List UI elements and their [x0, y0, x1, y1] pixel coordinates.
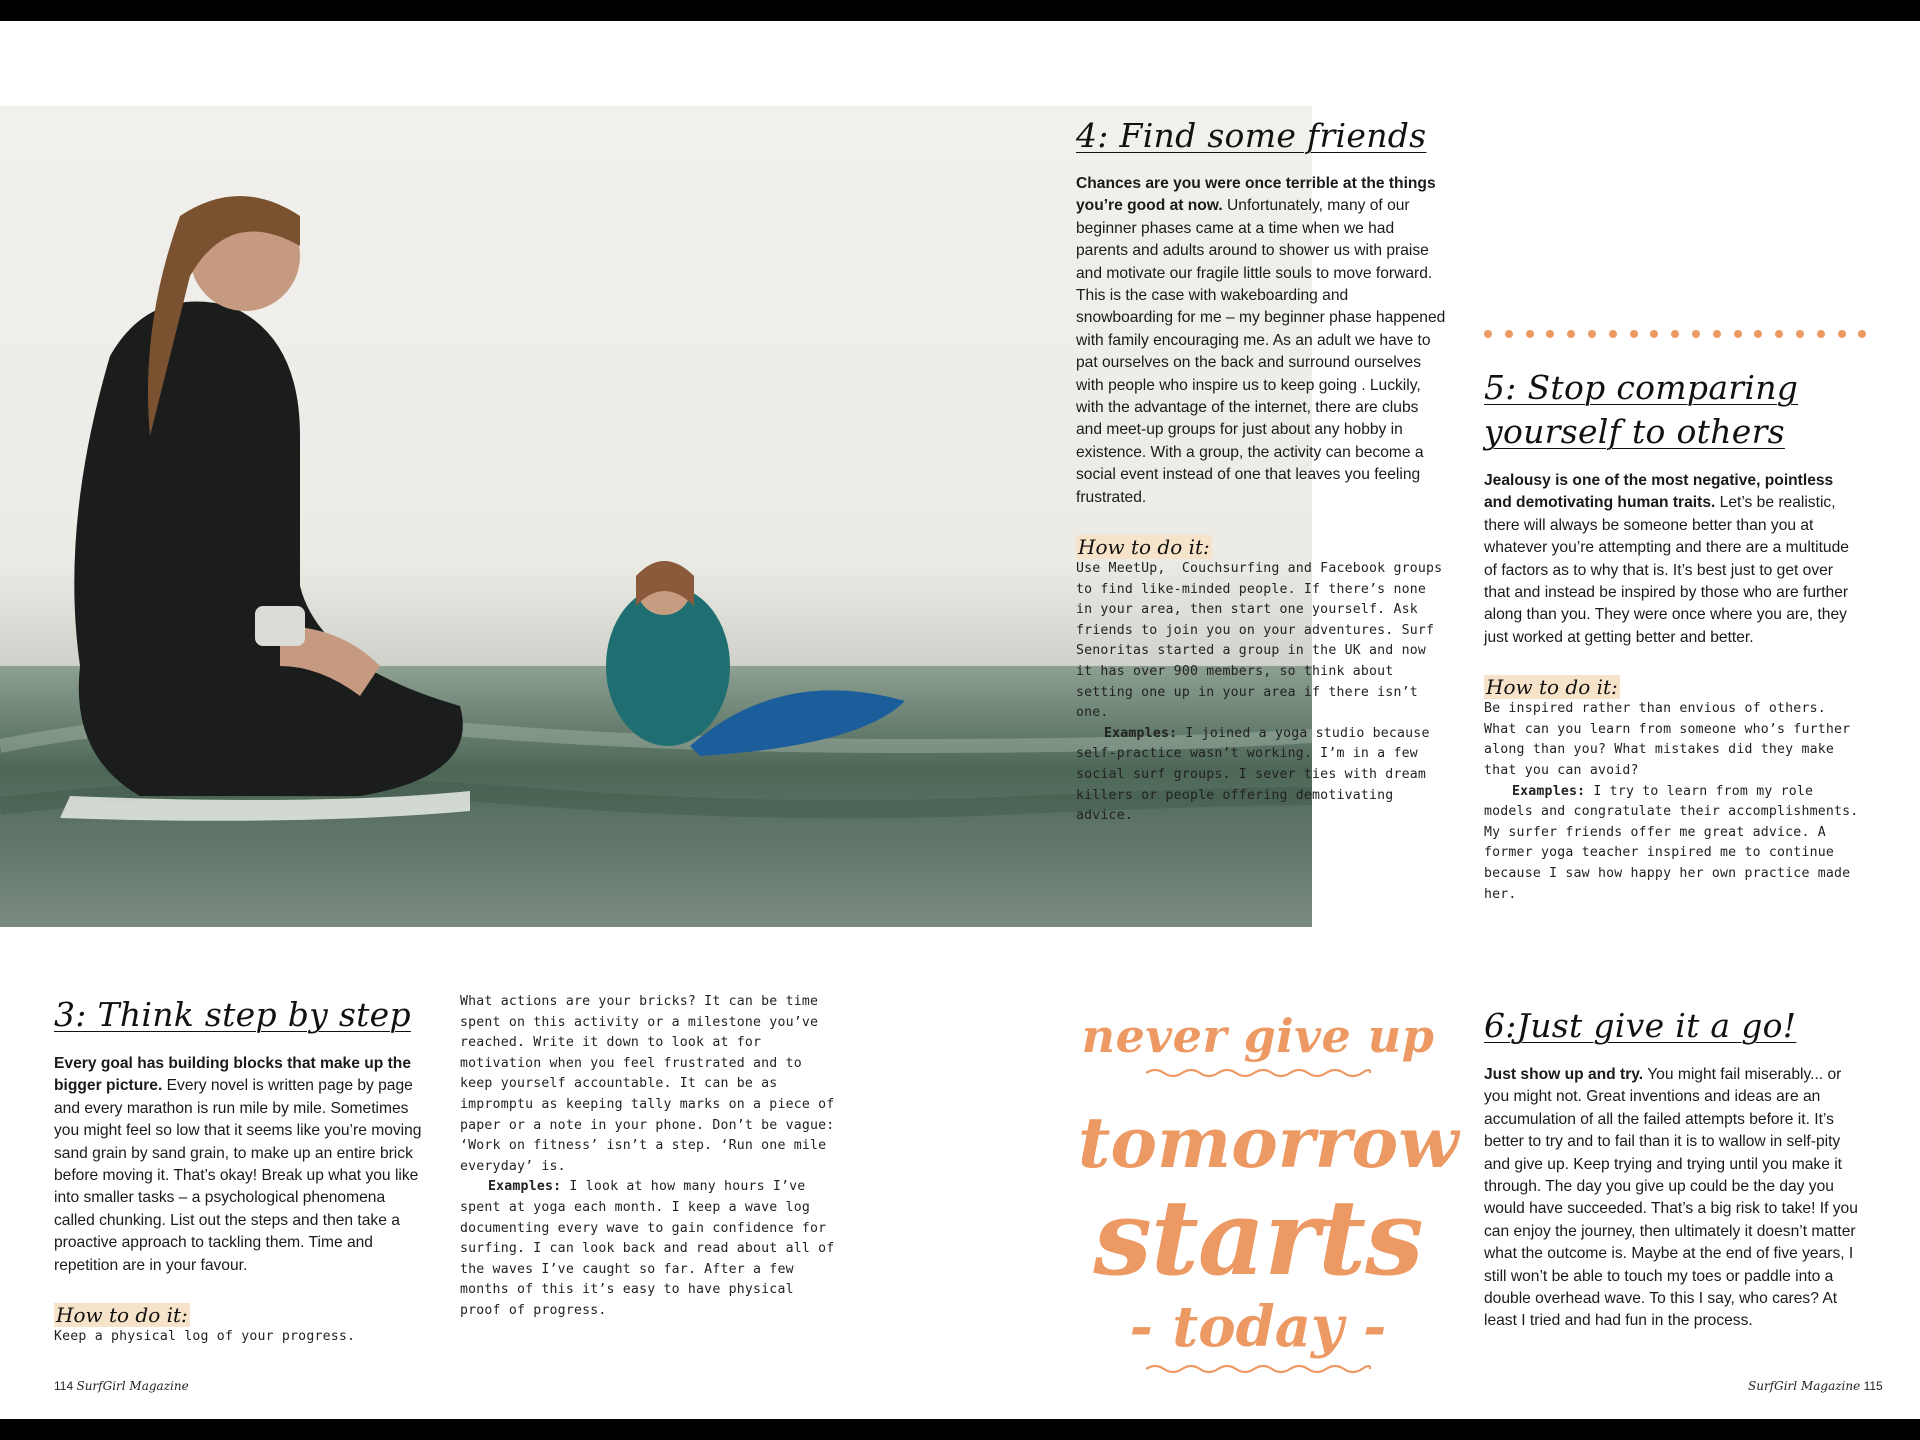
divider-dot [1858, 330, 1866, 338]
section-5-heading-line2: yourself to others [1484, 412, 1785, 451]
quote-line-3: starts [1093, 1176, 1423, 1299]
section-3-col2-text [460, 992, 843, 1322]
section-5-examples-label: Examples: [1512, 783, 1586, 799]
section-3 [54, 993, 429, 1348]
section-4-text: Unfortunately, many of our beginner phases came at a time when we had parents and adults around to shower us with praise and motivate our fragile little souls to move forward. This is the case with wakeboarding and snowboarding for me – my beginner phase happened with family encouraging me. As an adult we have to pat ourselves on the back and surround ourselves with people who inspire us to keep going . Luckily, with the advantage of the internet, there are clubs and meet-up groups for just about any hobby in existence. With a group, the activity can become a social event instead of one that leaves you feeling frustrated. [1076, 197, 1446, 506]
section-6-heading: 6:Just give it a go! [1484, 1006, 1797, 1045]
divider-dot [1526, 330, 1534, 338]
section-4-howto-body: Use MeetUp, Couchsurfing and Facebook groups to find like-minded people. If there’s none in your area, then start one yourself. Ask friends to join you on your adventures. Surf Senoritas started a group in the UK and now it has over 900 members, so think about setting one up in your area if there isn’t one. [1076, 561, 1451, 721]
quote-line-1: never give up [1081, 1009, 1435, 1063]
section-5-examples-text: I try to learn from my role models and congratulate their accomplishments. My surfer friends offer me great advice. A former yoga teacher inspired me to continue because I saw how happy her own practice made her. [1484, 783, 1867, 902]
section-5-howto-body: Be inspired rather than envious of others. What can you learn from someone who’s further along than you? What mistakes did they make that you can avoid? [1484, 701, 1859, 779]
page-number-left: 114 [54, 1379, 74, 1393]
section-6-body [1484, 1064, 1864, 1333]
section-6-lead: Just show up and try. [1484, 1066, 1644, 1083]
page-number-right: 115 [1863, 1379, 1883, 1393]
divider-dot [1838, 330, 1846, 338]
section-3-body [54, 1053, 429, 1277]
section-3-heading: 3: Think step by step [54, 995, 411, 1034]
section-3-howto-label: How to do it: [56, 1303, 188, 1328]
section-6 [1484, 1004, 1864, 1333]
divider-dot [1609, 330, 1617, 338]
section-4-examples-label: Examples: [1104, 725, 1178, 741]
section-5-examples [1484, 782, 1867, 906]
section-5-text: Let’s be realistic, there will always be someone better than you at whatever you’re attempting and there are a multitude of factors as to why that is. It’s best just to get over that and instead be inspired by those who are further along than you. They were once where you are, they just worked at getting better and better. [1484, 494, 1849, 646]
divider-dot [1754, 330, 1762, 338]
divider-dot [1588, 330, 1596, 338]
section-5-howto-label: How to do it: [1486, 675, 1618, 700]
folio-right [1748, 1379, 1883, 1393]
section-4-howto-text [1076, 559, 1451, 827]
section-4-howto-label: How to do it: [1078, 535, 1210, 560]
divider-dot [1817, 330, 1825, 338]
section-3-examples-text: I look at how many hours I’ve spent at yoga each month. I keep a wave log documenting every wave to gain confidence for surfing. I can look back and read about all of the waves I’ve caught so far. After a few months of this it’s easy to have physical proof of progress. [460, 1179, 843, 1318]
divider-dot [1630, 330, 1638, 338]
section-5 [1484, 366, 1867, 905]
section-4 [1076, 114, 1451, 827]
pull-quote [1078, 1006, 1459, 1376]
divider-dot [1484, 330, 1492, 338]
divider-dot [1713, 330, 1721, 338]
section-3-column-2 [460, 992, 843, 1322]
section-3-examples-label: Examples: [488, 1179, 562, 1195]
section-5-heading-line1: 5: Stop comparing [1484, 368, 1799, 407]
folio-left [54, 1379, 189, 1393]
wave-ornament-bottom [1144, 1362, 1372, 1376]
section-3-examples [460, 1177, 843, 1321]
divider-dot [1650, 330, 1658, 338]
divider-dot [1775, 330, 1783, 338]
divider-dot [1567, 330, 1575, 338]
section-4-examples [1076, 724, 1446, 827]
section-4-lead: Chances are you were once terrible at the things you’re good at now. [1076, 175, 1436, 215]
wave-ornament-top [1144, 1066, 1372, 1080]
magazine-name-right: SurfGirl Magazine [1748, 1379, 1861, 1393]
section-4-examples-text: I joined a yoga studio because self-practice wasn’t working. I’m in a few social surf groups. I sever ties with dream killers or people offering demotivating advice. [1076, 725, 1438, 824]
divider-dot [1546, 330, 1554, 338]
quote-line-2: tomorrow [1078, 1101, 1459, 1184]
section-4-heading: 4: Find some friends [1076, 116, 1427, 155]
divider-dot [1692, 330, 1700, 338]
section-3-text: Every novel is written page by page and every marathon is run mile by mile. Sometimes you might feel so low that it seems like you’re moving sand grain by sand grain, to make up an entire brick before moving it. That’s okay! Break up what you like into smaller tasks – a psychological phenomena called chunking. List out the steps and then take a proactive approach to tackling them. Time and repetition are in your favour. [54, 1077, 422, 1274]
top-black-bar [0, 0, 1920, 21]
section-3-howto-text: Keep a physical log of your progress. [54, 1329, 356, 1345]
section-5-body [1484, 470, 1860, 649]
section-5-howto-text [1484, 699, 1867, 905]
section-5-lead: Jealousy is one of the most negative, pointless and demotivating human traits. [1484, 472, 1834, 512]
quote-line-4: - today - [1129, 1294, 1387, 1360]
dotted-divider [1484, 326, 1879, 342]
section-6-text: You might fail miserably... or you might not. Great inventions and ideas are an accumulation of all the failed attempts before it. It’s better to try and to fail than it is to wallow in self-pity and give up. Keep trying and trying until you make it through. The day you give up could be the day you would have succeeded. That’s a big risk to take! If you can enjoy the journey, then ultimately it doesn’t matter what the outcome is. Maybe at the end of five years, I still won’t be able to touch my toes or paddle into a double overhead wave. To this I say, who cares? At least I tried and had fun in the process. [1484, 1066, 1858, 1330]
section-3-lead: Every goal has building blocks that make up the bigger picture. [54, 1055, 412, 1095]
bottom-black-bar [0, 1419, 1920, 1440]
divider-dot [1796, 330, 1804, 338]
section-4-body [1076, 173, 1446, 509]
divider-dot [1734, 330, 1742, 338]
section-3-col2-body: What actions are your bricks? It can be time spent on this activity or a milestone you’ve reached. Write it down to look at for motivation when you feel frustrated and to keep yourself accountable. It can be as impromptu as keeping tally marks on a piece of paper or a note in your phone. Don’t be vague: ‘Work on fitness’ isn’t a step. ‘Run one mile everyday’ is. [460, 994, 843, 1174]
divider-dot [1671, 330, 1679, 338]
magazine-name-left: SurfGirl Magazine [76, 1379, 189, 1393]
divider-dot [1505, 330, 1513, 338]
